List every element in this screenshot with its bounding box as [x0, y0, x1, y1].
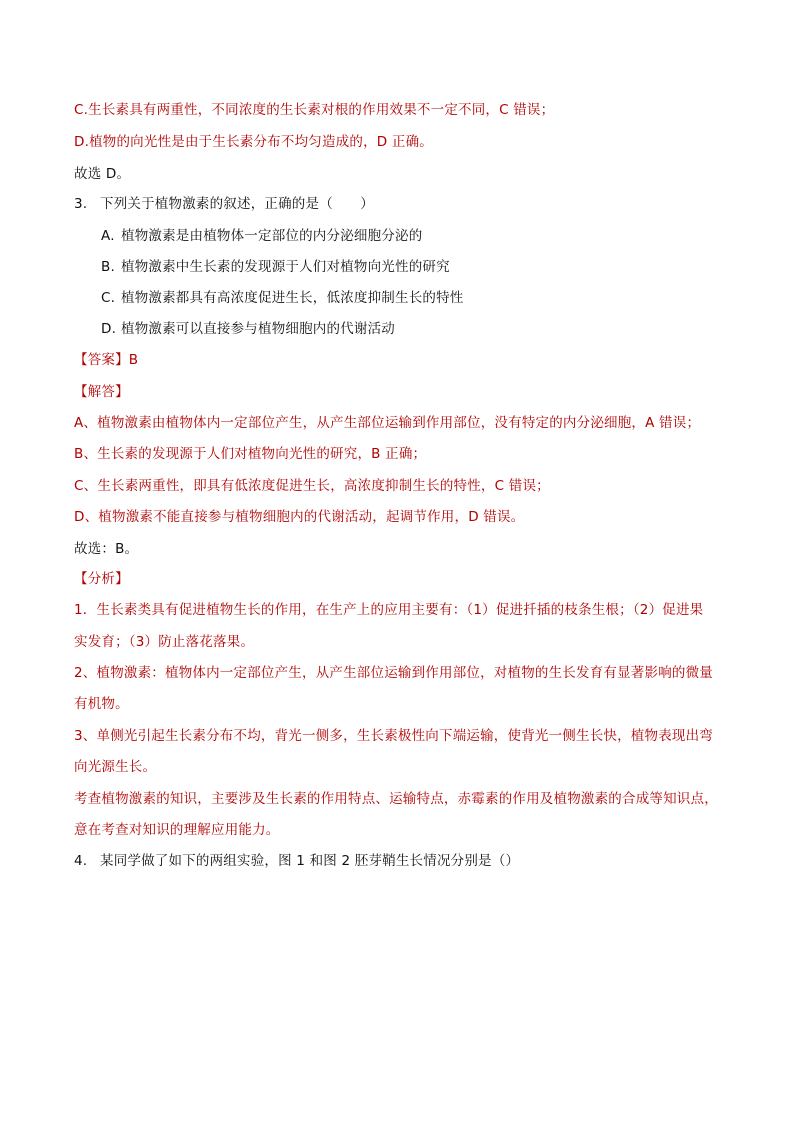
- option-d: [101, 320, 395, 338]
- option-text: 植物激素中生长素的发现源于人们对植物向光性的研究: [121, 259, 450, 275]
- solution-line-b: B、生长素的发现源于人们对植物向光性的研究，B 正确；: [74, 446, 427, 462]
- solution-line-d: D、植物激素不能直接参与植物细胞内的代谢活动，起调节作用，D 错误。: [74, 509, 525, 525]
- solution-heading: 【解答】: [74, 384, 129, 400]
- analysis-line: 2、植物激素：植物体内一定部位产生，从产生部位运输到作用部位，对植物的生长发育有显著影响的微量: [74, 665, 713, 681]
- question-number: 3.: [74, 196, 88, 212]
- option-text: 植物激素都具有高浓度促进生长，低浓度抑制生长的特性: [121, 290, 464, 306]
- question-number: 4.: [74, 853, 88, 869]
- prev-choice: 故选 D。: [74, 166, 131, 182]
- option-c: [101, 289, 464, 307]
- option-text: 植物激素可以直接参与植物细胞内的代谢活动: [121, 321, 395, 337]
- prev-explanation-c: C.生长素具有两重性，不同浓度的生长素对根的作用效果不一定不同，C 错误；: [74, 102, 555, 118]
- question-stem-text: 下列关于植物激素的叙述，正确的是（ ）: [100, 196, 374, 212]
- analysis-line: 考查植物激素的知识，主要涉及生长素的作用特点、运输特点，赤霉素的作用及植物激素的合成等知识点，: [74, 791, 718, 807]
- analysis-line: 3、单侧光引起生长素分布不均，背光一侧多，生长素极性向下端运输，使背光一侧生长快，植物表现出弯: [74, 728, 713, 744]
- question-3-stem: [74, 195, 374, 213]
- option-label: D.: [101, 321, 117, 337]
- question-4-stem: [74, 852, 519, 870]
- analysis-line: 实发育；（3）防止落花落果。: [74, 634, 255, 650]
- option-label: B.: [101, 259, 115, 275]
- choice-line: 故选：B。: [74, 541, 139, 557]
- solution-line-c: C、生长素两重性，即具有低浓度促进生长，高浓度抑制生长的特性，C 错误；: [74, 478, 550, 494]
- answer-label: 【答案】B: [74, 352, 139, 368]
- option-text: 植物激素是由植物体一定部位的内分泌细胞分泌的: [121, 228, 423, 244]
- analysis-heading: 【分析】: [74, 571, 129, 587]
- option-a: [101, 227, 422, 245]
- analysis-line: 1．生长素类具有促进植物生长的作用，在生产上的应用主要有：（1）促进扦插的枝条生根；（2）促进果: [74, 602, 704, 618]
- option-label: A.: [101, 228, 115, 244]
- option-b: [101, 258, 450, 276]
- solution-line-a: A、植物激素由植物体内一定部位产生，从产生部位运输到作用部位，没有特定的内分泌细胞，A 错误；: [74, 415, 701, 431]
- analysis-line: 有机物。: [74, 696, 129, 712]
- question-stem-text: 某同学做了如下的两组实验，图 1 和图 2 胚芽鞘生长情况分别是（）: [100, 853, 520, 869]
- analysis-line: 向光源生长。: [74, 759, 157, 775]
- option-label: C.: [101, 290, 116, 306]
- analysis-line: 意在考查对知识的理解应用能力。: [74, 822, 280, 838]
- prev-explanation-d: D.植物的向光性是由于生长素分布不均匀造成的，D 正确。: [74, 134, 433, 150]
